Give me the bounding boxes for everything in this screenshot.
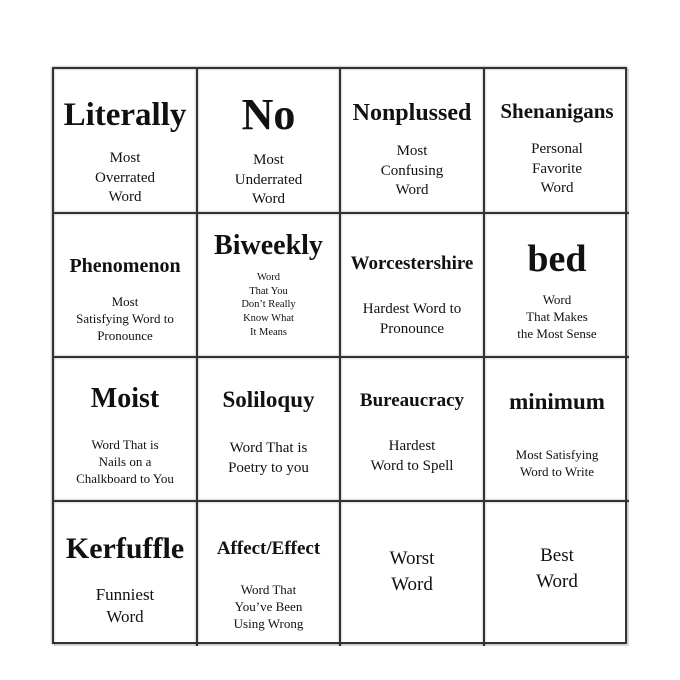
cell-label: Hardest Word to Spell <box>370 438 454 474</box>
bingo-cell[interactable] <box>485 214 629 358</box>
bingo-cell[interactable] <box>341 502 485 646</box>
cell-word: Affect/Effect <box>216 538 321 559</box>
bingo-cell[interactable] <box>341 214 485 358</box>
cell-word: Worcestershire <box>350 253 474 274</box>
cell-word: Moist <box>90 383 160 414</box>
cell-label: Word That You’ve Been Using Wrong <box>233 582 304 631</box>
bingo-cell[interactable] <box>198 69 341 214</box>
bingo-cell[interactable] <box>485 502 629 646</box>
cell-label: Best Word <box>536 545 578 592</box>
cell-word: Phenomenon <box>69 255 181 277</box>
cell-label: Word That is Nails on a Chalkboard to You <box>76 437 174 486</box>
bingo-cell[interactable] <box>54 502 198 646</box>
bingo-cell[interactable] <box>54 69 198 214</box>
bingo-cell[interactable] <box>54 358 198 502</box>
cell-label: Worst Word <box>389 548 435 595</box>
bingo-cell[interactable] <box>198 214 341 358</box>
cell-label: Most Underrated Word <box>234 152 303 207</box>
bingo-cell[interactable] <box>198 358 341 502</box>
cell-word: minimum <box>509 389 605 414</box>
bingo-cell[interactable] <box>485 358 629 502</box>
cell-word: Nonplussed <box>352 100 472 126</box>
cell-word: Kerfuffle <box>65 532 185 565</box>
cell-word: Soliloquy <box>222 387 315 412</box>
cell-word: Biweekly <box>214 230 323 261</box>
cell-label: Most Satisfying Word to Write <box>515 447 599 479</box>
cell-label: Word That You Don’t Really Know What It Means <box>241 272 296 338</box>
bingo-cell[interactable] <box>198 502 341 646</box>
cell-label: Most Overrated Word <box>95 150 155 205</box>
bingo-cell[interactable] <box>54 214 198 358</box>
bingo-cell[interactable] <box>485 69 629 214</box>
bingo-cell[interactable] <box>341 358 485 502</box>
cell-label: Funniest Word <box>95 585 155 627</box>
cell-label: Most Satisfying Word to Pronounce <box>76 294 174 343</box>
cell-label: Word That Makes the Most Sense <box>517 292 597 341</box>
cell-word: Shenanigans <box>500 99 614 123</box>
bingo-card <box>52 67 627 644</box>
cell-word: No <box>241 90 296 139</box>
cell-word: bed <box>527 238 587 280</box>
cell-label: Personal Favorite Word <box>531 141 583 196</box>
cell-label: Word That is Poetry to you <box>228 440 309 476</box>
cell-label: Hardest Word to Pronounce <box>362 301 462 337</box>
bingo-cell[interactable] <box>341 69 485 214</box>
cell-word: Literally <box>63 97 187 133</box>
cell-label: Most Confusing Word <box>380 143 444 198</box>
cell-word: Bureaucracy <box>359 390 465 411</box>
